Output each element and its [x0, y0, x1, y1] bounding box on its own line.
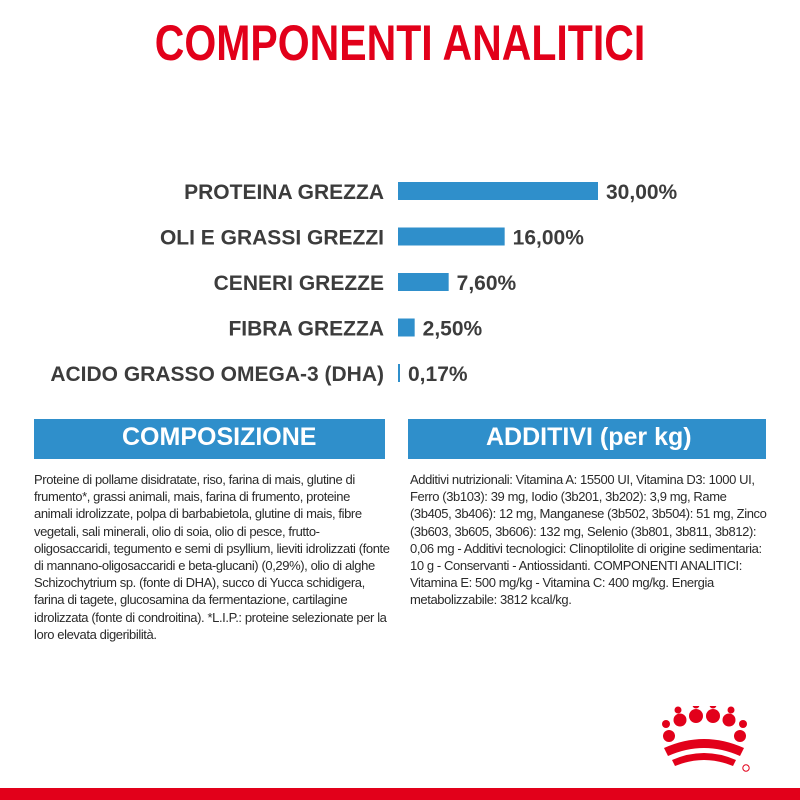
- data-bar: [398, 182, 598, 200]
- data-bar: [398, 273, 449, 291]
- value-label: 2,50%: [422, 317, 483, 341]
- royal-crown-logo-icon: [656, 706, 750, 772]
- data-bar: [398, 228, 505, 246]
- additivi-header-label: ADDITIVI (per kg): [486, 423, 692, 451]
- page-title: COMPONENTI ANALITICI: [154, 15, 646, 71]
- category-label: ACIDO GRASSO OMEGA-3 (DHA): [50, 363, 384, 386]
- composizione-text: Proteine di pollame disidratate, riso, farina di mais, glutine di frumento*, grassi animali, mais, farina di frumento, proteine animali idrolizzate, polpa di barbabietola, glutine di mais, fibre vegetali, sali minerali, olio di soia, olio di pesce, frutto-oligosaccaridi, tegumento e semi di psyllium, lieviti idrolizzati (fonte di mannano-oligosaccaridi e beta-glucani) (0,29%), olio di alghe Schizochytrium sp. (fonte di DHA), succo di Yucca schidigera, farina di tagete, glucosamina da fermentazione, cartilagine idrolizzata (fonte di condroitina). *L.I.P.: proteine selezionate per la loro elevata digeribilità.: [34, 472, 390, 642]
- value-label: 0,17%: [408, 363, 468, 386]
- category-label: PROTEINA GREZZA: [184, 181, 384, 204]
- value-label: 30,00%: [606, 181, 678, 204]
- additivi-text: Additivi nutrizionali: Vitamina A: 15500 UI, Vitamina D3: 1000 UI, Ferro (3b103): 39 mg, Iodio (3b201, 3b202): 3,9 mg, Rame (3b405, 3b406): 12 mg, Manganese (3b502, 3b504): 51 mg, Zinco (3b603, 3b605, 3b606): 132 mg, Selenio (3b801, 3b811, 3b812): 0,06 mg - Additivi tecnologici: Clinoptilolite di origine sedimentaria: 10 g - Conservanti - Antiossidanti. COMPONENTI ANALITICI: Vitamina E: 500 mg/kg - Vitamina C: 400 mg/kg. Energia metabolizzabile: 3812 kcal/kg.: [410, 472, 767, 608]
- category-label: FIBRA GREZZA: [228, 317, 384, 341]
- category-label: OLI E GRASSI GREZZI: [159, 226, 384, 250]
- composizione-header: [34, 419, 385, 459]
- bottom-brand-bar: [0, 788, 800, 800]
- data-bar: [398, 319, 415, 337]
- composizione-header-label: COMPOSIZIONE: [122, 423, 317, 451]
- data-bar: [398, 364, 400, 382]
- value-label: 7,60%: [456, 272, 517, 295]
- category-label: CENERI GREZZE: [213, 272, 384, 295]
- nutrient-bar-chart: [0, 165, 800, 395]
- additivi-header: [408, 419, 766, 459]
- value-label: 16,00%: [512, 226, 584, 250]
